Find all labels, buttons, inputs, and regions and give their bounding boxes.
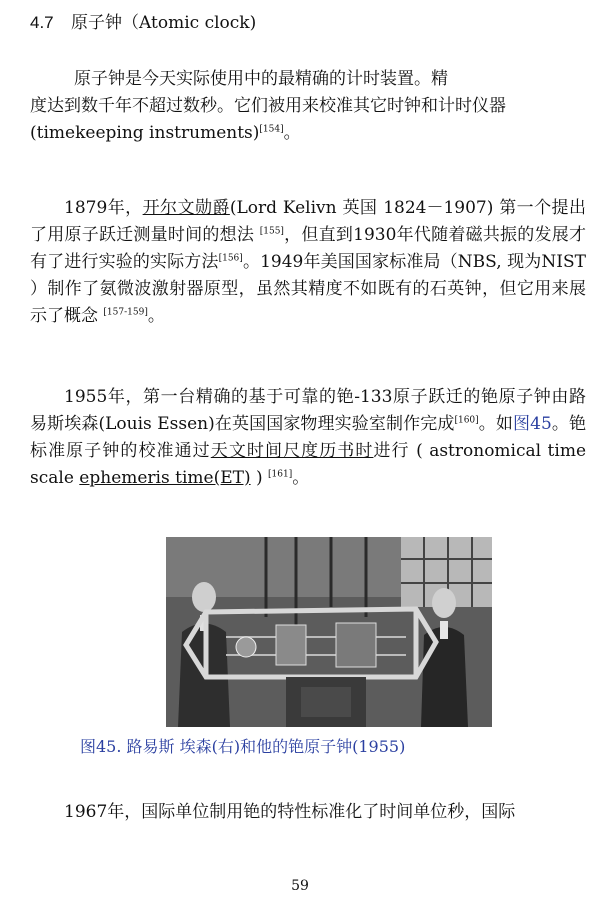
figure-link[interactable]: 图45: [513, 414, 552, 434]
paragraph-history: 1879年，开尔文勋爵(Lord Kelivn 英国 1824－1907) 第一个提出了用原子跃迁测量时间的想法 [155]，但直到1930年代随着磁共振的发展才有了进行实验的实际方法[156]。1949年美国国家标准局（NBS, 现为NIST ）制作了氨微波激射器原型，虽然其精度不如既有的石英钟，但它用来展示了概念 [157-159]。: [30, 198, 587, 326]
citation-155[interactable]: [155]: [259, 226, 284, 237]
figure-caption: 图45. 路易斯 埃森(右)和他的铯原子钟(1955): [80, 737, 406, 756]
p1-line2: 度达到数千年不超过数秒。它们被用来校准其它时钟和计时仪器: [30, 96, 506, 116]
paragraph-si-second: 1967年，国际单位制用铯的特性标准化了时间单位秒，国际: [64, 802, 516, 822]
citation-161[interactable]: [161]: [268, 469, 293, 480]
citation-154[interactable]: [154]: [259, 124, 284, 135]
citation-160[interactable]: [160]: [454, 415, 479, 426]
paragraph-essen: 1955年，第一台精确的基于可靠的铯-133原子跃迁的铯原子钟由路易斯埃森(Louis Essen)在英国国家物理实验室制作完成[160]。如图45。铯标准原子钟的校准通过天文时间尺度历书时进行 ( astronomical time scale ephemeris time(ET) ) [161]。: [30, 387, 587, 488]
atomic-clock-photo: [166, 537, 492, 727]
link-ephemeris-time-cn[interactable]: 天文时间尺度历书时: [210, 441, 374, 461]
section-heading: [30, 8, 256, 33]
paragraph-intro: 原子钟是今天实际使用中的最精确的计时装置。精 度达到数千年不超过数秒。它们被用来校准其它时钟和计时仪器 (timekeeping instruments)[154]。: [30, 69, 506, 143]
page-number: 59: [291, 878, 309, 894]
p1-line1: 原子钟是今天实际使用中的最精确的计时装置。精: [74, 69, 448, 89]
figure-photo: [166, 537, 492, 727]
link-lord-kelvin[interactable]: 开尔文勋爵: [142, 198, 230, 218]
citation-157-159[interactable]: [157-159]: [103, 307, 148, 318]
section-number: 4.7: [30, 13, 54, 32]
link-ephemeris-time[interactable]: ephemeris time(ET): [79, 468, 251, 488]
p1-line3: (timekeeping instruments): [30, 123, 260, 143]
section-title: 原子钟（Atomic clock): [71, 13, 257, 33]
citation-156[interactable]: [156]: [218, 253, 243, 264]
